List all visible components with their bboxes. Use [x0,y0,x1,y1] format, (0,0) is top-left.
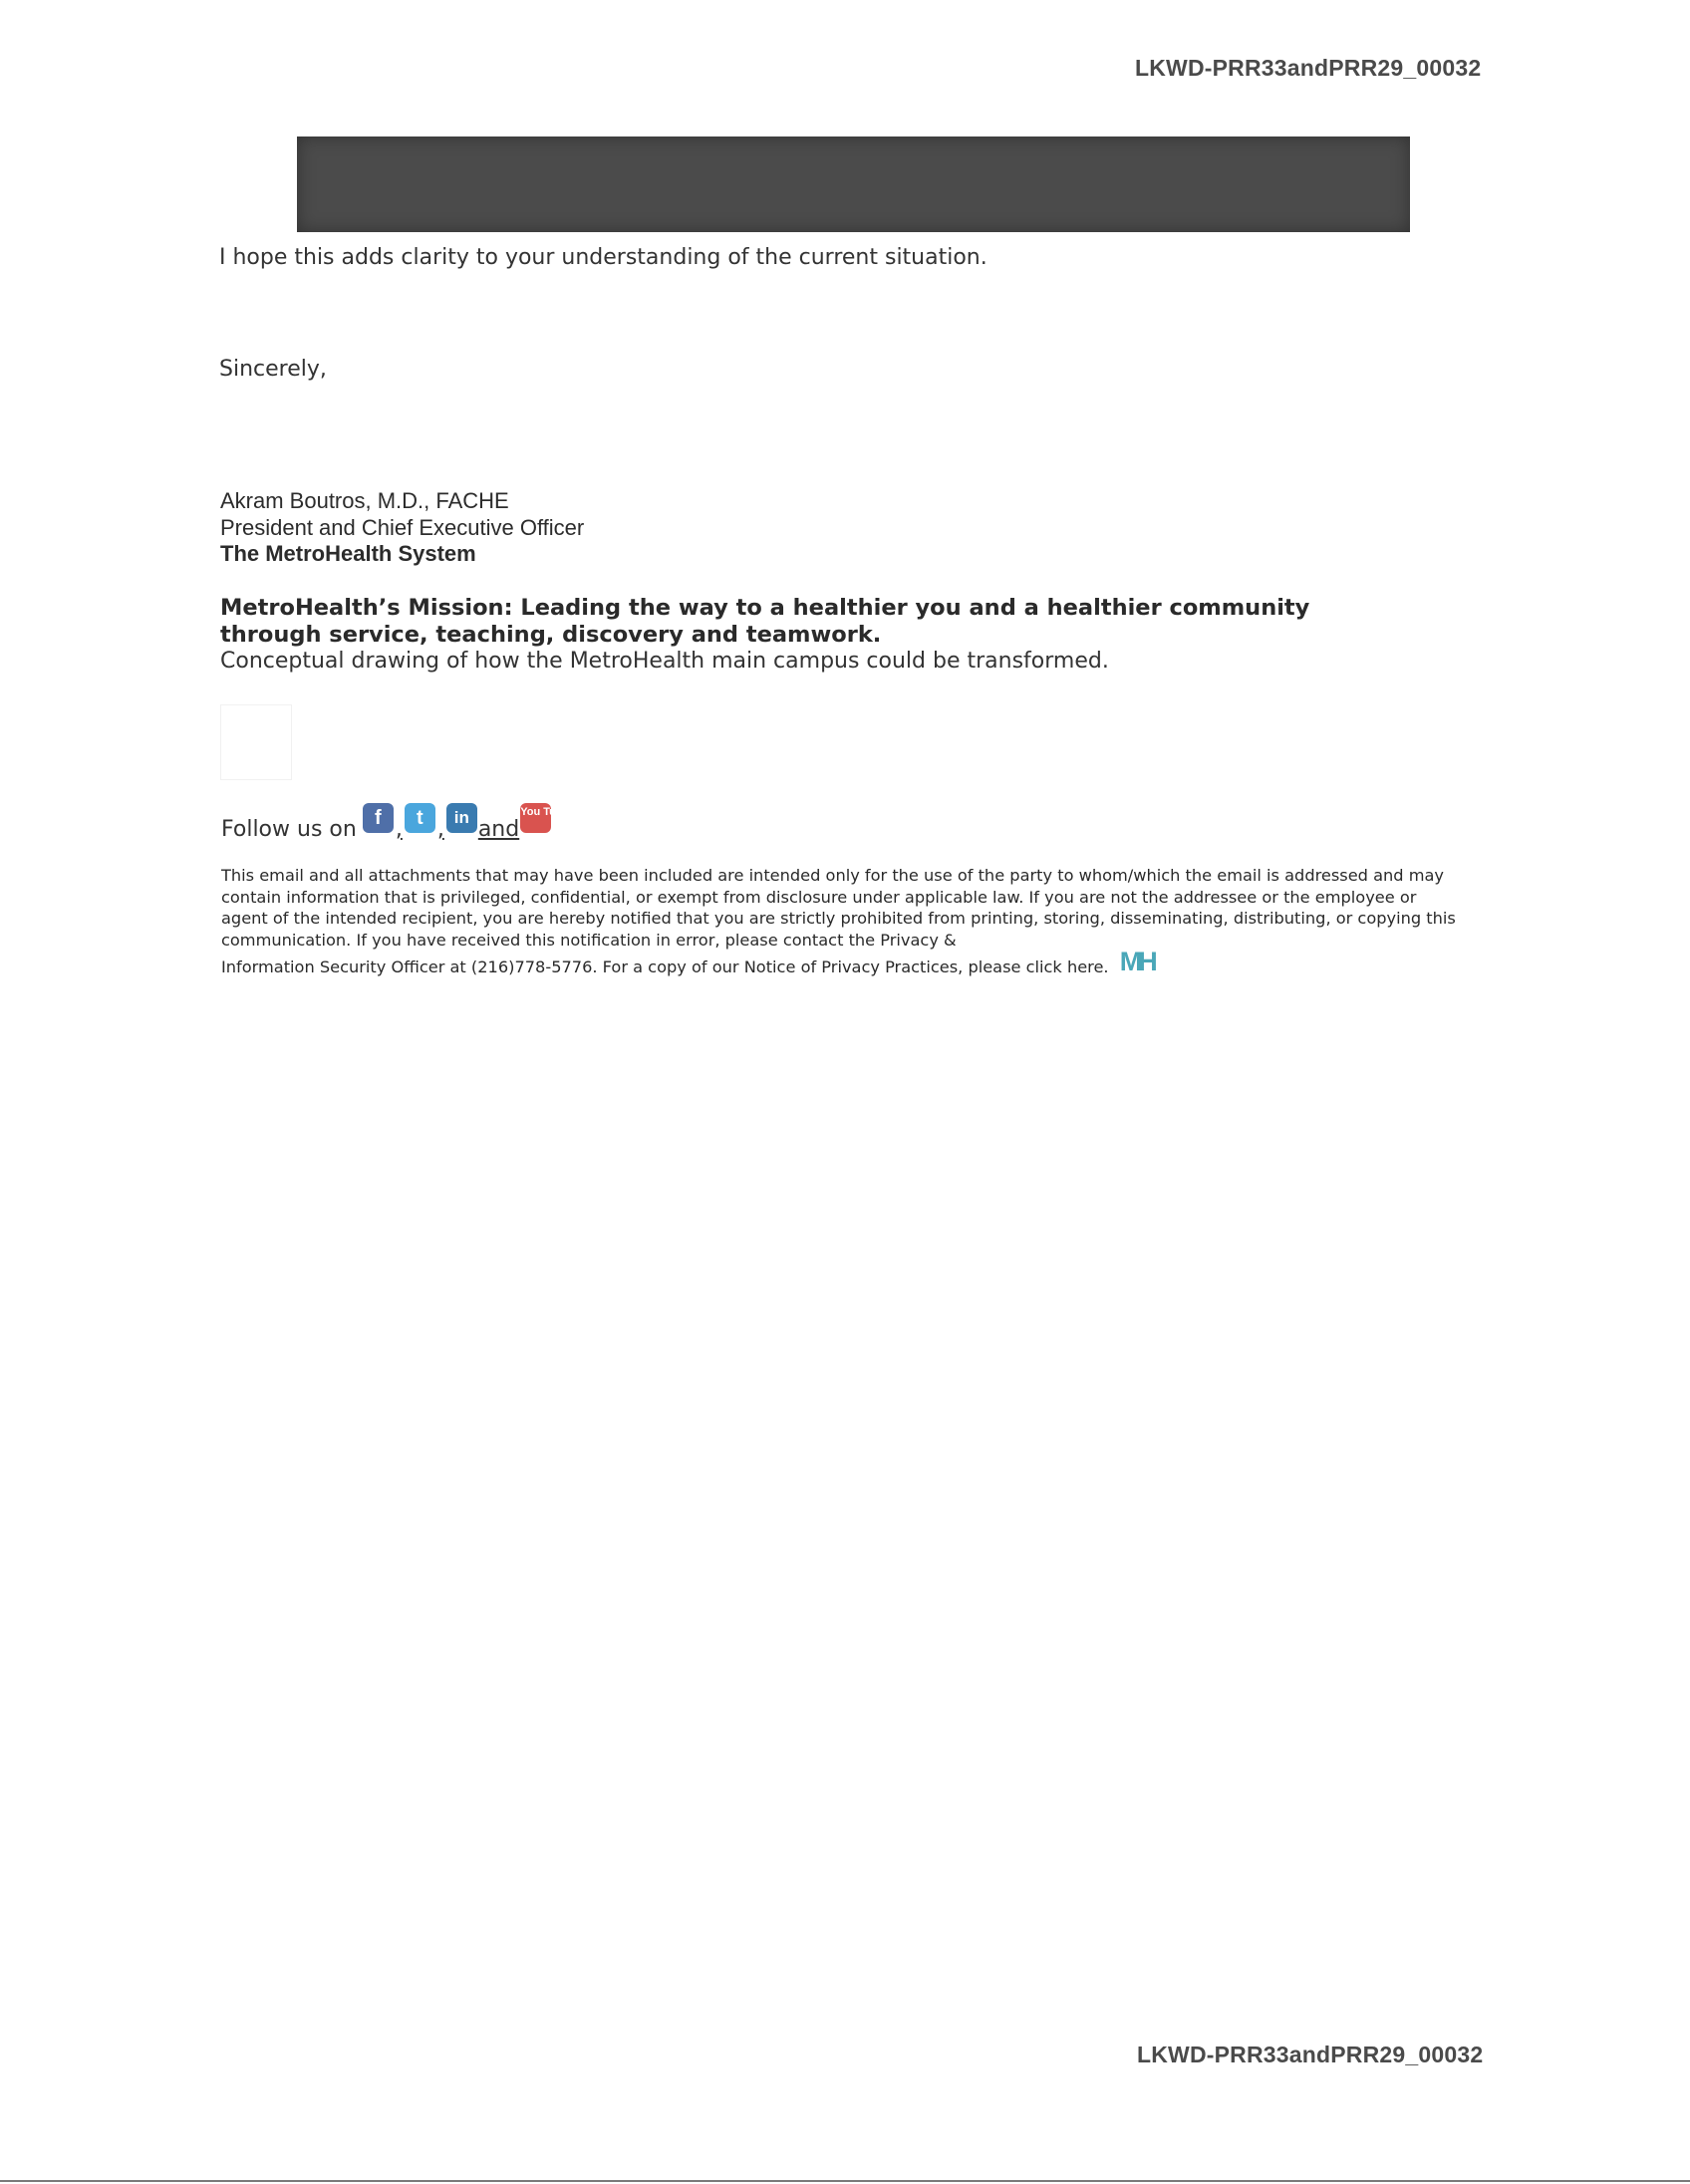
disclaimer-last-line[interactable]: Information Security Officer at (216)778-5776. For a copy of our Notice of Privacy Practices, please click here. [221,957,1109,976]
image-caption: Conceptual drawing of how the MetroHealth main campus could be transformed. [220,649,1109,674]
youtube-icon[interactable]: You Tube [520,803,551,833]
page-bottom-rule [0,2180,1690,2182]
facebook-icon[interactable]: f [363,803,394,833]
metrohealth-logo-icon: MH [1119,947,1154,976]
separator: , [436,817,444,842]
social-follow-row [221,803,569,843]
linkedin-icon[interactable]: in [446,803,477,833]
and-link-text[interactable]: and [477,817,520,842]
mission-statement: MetroHealth’s Mission: Leading the way to a healthier you and a healthier community through service, teaching, discovery and teamwork. [220,595,1310,648]
redaction-block [297,136,1410,232]
closing-salutation: Sincerely, [219,357,327,382]
signature-organization: The MetroHealth System [220,541,476,566]
bates-number-top: LKWD-PRR33andPRR29_00032 [1135,55,1482,81]
follow-label: Follow us on [221,817,357,842]
separator: , [395,817,403,842]
signature-name: Akram Boutros, M.D., FACHE [220,488,509,513]
disclaimer-text: This email and all attachments that may have been included are intended only for the use of the party to whom/which the email is addressed and may contain information that is privileged, confidential, or exempt from disclosure under applicable law. If you are not the addressee or the employee or agent of the intended recipient, you are hereby notified that you are strictly prohibited from printing, storing, disseminating, distributing, or copying this communication. If you have received this notification in error, please contact the Privacy & [221,866,1456,950]
clarity-sentence: I hope this adds clarity to your understanding of the current situation. [219,245,987,270]
campus-image-placeholder [220,704,292,780]
signature-title: President and Chief Executive Officer [220,515,585,540]
bates-number-bottom: LKWD-PRR33andPRR29_00032 [1137,2042,1484,2067]
confidentiality-disclaimer [221,865,1457,978]
twitter-icon[interactable]: t [405,803,435,833]
